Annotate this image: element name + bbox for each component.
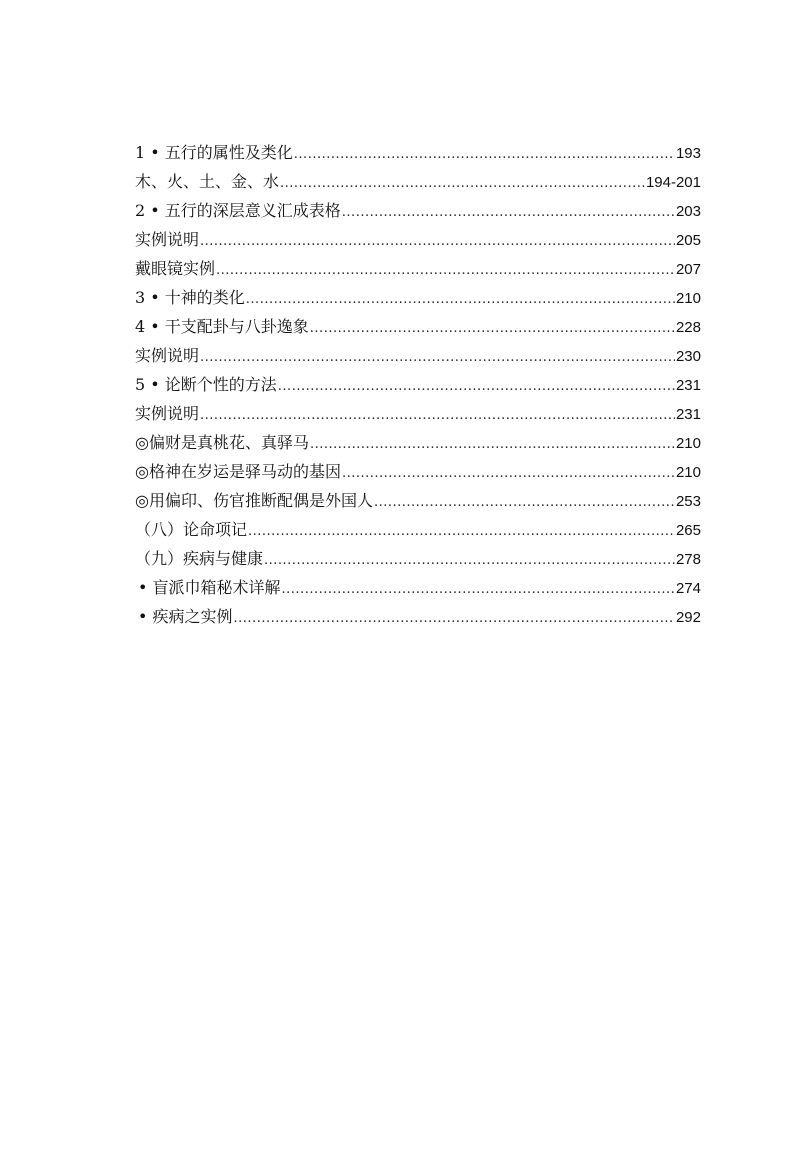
toc-entry[interactable]	[135, 167, 701, 196]
toc-entry-page: 210	[675, 464, 701, 481]
toc-entry-title: ◎用偏印、伤官推断配偶是外国人	[135, 491, 373, 510]
toc-entry[interactable]	[135, 254, 701, 283]
toc-entry-page: 231	[675, 377, 701, 394]
toc-entry-title: （八）论命项记	[135, 520, 248, 539]
toc-entry-title: 实例说明	[135, 230, 200, 249]
toc-entry-title: • 疾病之实例	[138, 607, 233, 626]
toc-entry-page: 253	[675, 493, 701, 510]
toc-entry-title: 5 • 论断个性的方法	[135, 375, 277, 394]
toc-entry[interactable]	[135, 428, 701, 457]
dot-leader	[246, 285, 675, 314]
toc-entry-page: 278	[675, 551, 701, 568]
toc-entry-page: 274	[675, 580, 701, 597]
toc-entry-title: 4 • 干支配卦与八卦逸象	[135, 317, 309, 336]
toc-entry[interactable]	[135, 370, 701, 399]
toc-entry-title: 3 • 十神的类化	[135, 288, 245, 307]
toc-entry-title: ◎格神在岁运是驿马动的基因	[135, 462, 341, 481]
dot-leader	[294, 140, 675, 169]
toc-entry[interactable]	[135, 544, 701, 573]
toc-entry[interactable]	[135, 196, 701, 225]
toc-entry-title: ◎偏财是真桃花、真驿马	[135, 433, 309, 452]
dot-leader	[374, 488, 675, 517]
dot-leader	[264, 546, 675, 575]
dot-leader	[310, 314, 675, 343]
dot-leader	[234, 604, 675, 633]
dot-leader	[200, 343, 675, 372]
toc-entry-page: 292	[675, 609, 701, 626]
dot-leader	[200, 401, 675, 430]
toc-entry-title: 戴眼镜实例	[135, 259, 216, 278]
toc-entry-title: 1 • 五行的属性及类化	[135, 143, 293, 162]
dot-leader	[200, 227, 675, 256]
toc-entry-title: 实例说明	[135, 346, 200, 365]
toc-entry-title: • 盲派巾箱秘术详解	[138, 578, 281, 597]
toc-entry[interactable]	[135, 312, 701, 341]
toc-entry[interactable]	[135, 486, 701, 515]
toc-entry-page: 265	[675, 522, 701, 539]
toc-entry[interactable]	[138, 573, 701, 602]
dot-leader	[342, 198, 675, 227]
dot-leader	[278, 372, 675, 401]
toc-entry[interactable]	[135, 515, 701, 544]
toc-entry-page: 193	[675, 145, 701, 162]
toc-entry-title: 2 • 五行的深层意义汇成表格	[135, 201, 341, 220]
toc-entry-page: 205	[675, 232, 701, 249]
toc-entry[interactable]	[135, 225, 701, 254]
dot-leader	[248, 517, 675, 546]
toc-entry-page: 203	[675, 203, 701, 220]
toc-entry-page: 207	[675, 261, 701, 278]
toc-entry[interactable]	[135, 283, 701, 312]
toc-entry-page: 210	[675, 290, 701, 307]
dot-leader	[280, 169, 645, 198]
toc-entry[interactable]	[135, 457, 701, 486]
toc-entry[interactable]	[135, 341, 701, 370]
toc-entry-page: 228	[675, 319, 701, 336]
toc-entry-page: 210	[675, 435, 701, 452]
toc-entry-title: 实例说明	[135, 404, 200, 423]
toc-entry-page: 194-201	[645, 174, 701, 191]
dot-leader	[282, 575, 675, 604]
dot-leader	[216, 256, 675, 285]
toc-entry[interactable]	[135, 399, 701, 428]
toc-entry-title: （九）疾病与健康	[135, 549, 264, 568]
toc-entry-page: 230	[675, 348, 701, 365]
toc-entry-page: 231	[675, 406, 701, 423]
toc-entry[interactable]	[135, 138, 701, 167]
dot-leader	[310, 430, 675, 459]
dot-leader	[342, 459, 675, 488]
toc-entry[interactable]	[138, 602, 701, 631]
toc-entry-title: 木、火、土、金、水	[135, 172, 280, 191]
